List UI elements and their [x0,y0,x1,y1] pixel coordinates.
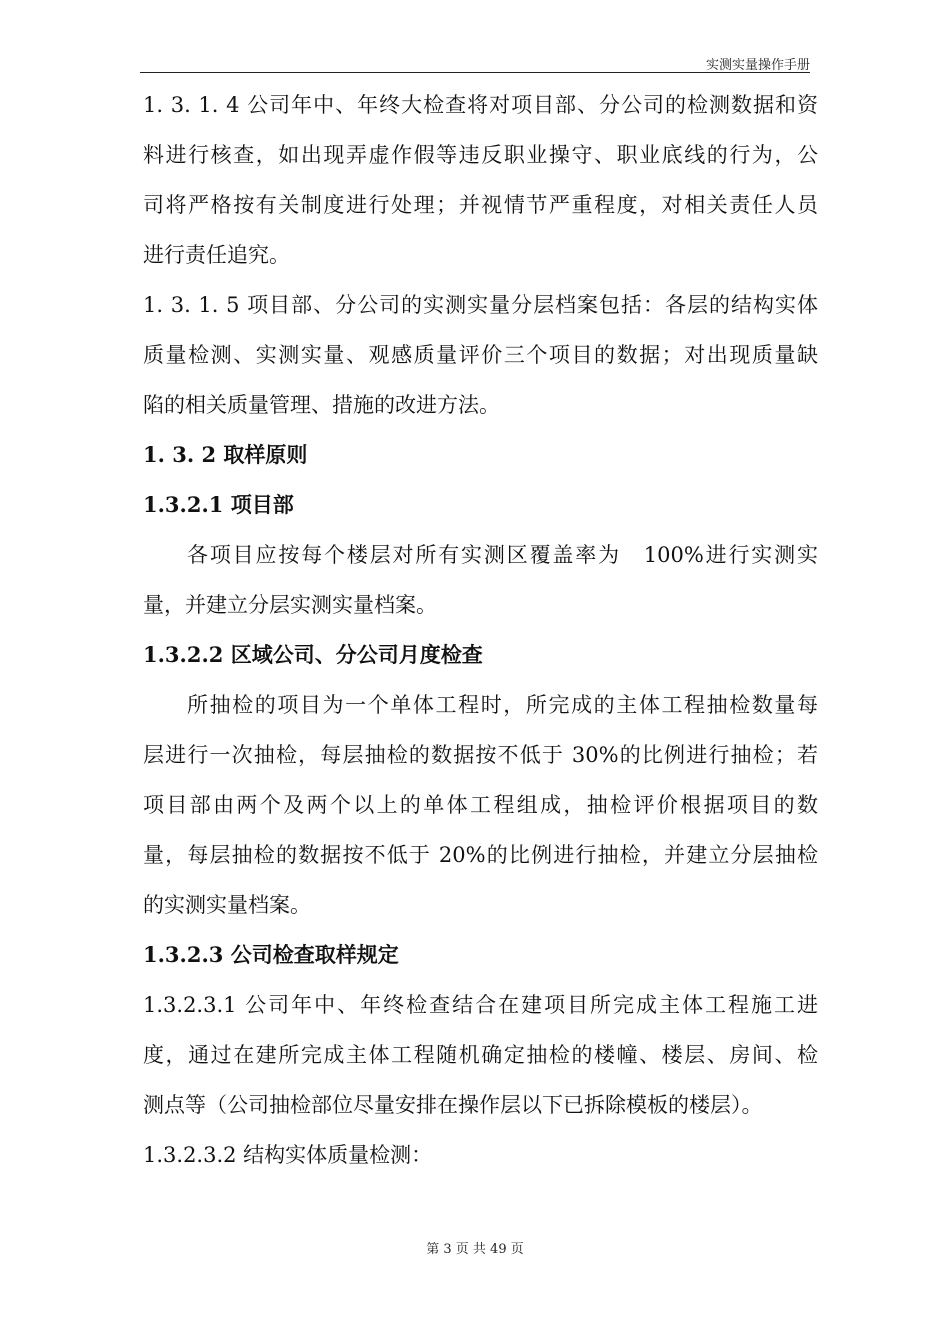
paragraph-line: 度，通过在建所完成主体工程随机确定抽检的楼幢、楼层、房间、检 [143,1043,818,1067]
subsection-heading: 1.3.2.1 项目部 [143,492,294,517]
subsection-heading: 1.3.2.2 区域公司、分公司月度检查 [143,642,483,667]
paragraph-line: 1. 3. 1. 5 项目部、分公司的实测实量分层档案包括：各层的结构实体 [143,293,818,317]
paragraph-line: 1.3.2.3.2 结构实体质量检测： [143,1143,433,1167]
paragraph-line: 1. 3. 1. 4 公司年中、年终大检查将对项目部、分公司的检测数据和资 [143,93,818,117]
paragraph-line: 项目部由两个及两个以上的单体工程组成，抽检评价根据项目的数 [143,793,818,817]
paragraph-line: 各项目应按每个楼层对所有实测区覆盖率为 100%进行实测实 [187,543,818,567]
paragraph-line: 陷的相关质量管理、措施的改进方法。 [143,393,500,417]
paragraph-line: 质量检测、实测实量、观感质量评价三个项目的数据；对出现质量缺 [143,343,818,367]
paragraph-line: 进行责任追究。 [143,243,290,267]
paragraph-line: 测点等（公司抽检部位尽量安排在操作层以下已拆除模板的楼层）。 [143,1093,763,1117]
paragraph-line: 量，并建立分层实测实量档案。 [143,593,437,617]
section-heading: 1. 3. 2 取样原则 [143,442,308,467]
paragraph-line: 1.3.2.3.1 公司年中、年终检查结合在建项目所完成主体工程施工进 [143,993,818,1017]
header-rule [140,72,810,73]
subsection-heading: 1.3.2.3 公司检查取样规定 [143,942,399,967]
paragraph-line: 所抽检的项目为一个单体工程时，所完成的主体工程抽检数量每 [187,693,818,717]
paragraph-line: 司将严格按有关制度进行处理；并视情节严重程度，对相关责任人员 [143,193,818,217]
page-footer: 第 3 页 共 49 页 [426,1242,524,1257]
paragraph-line: 量，每层抽检的数据按不低于 20%的比例进行抽检，并建立分层抽检 [143,843,818,867]
paragraph-line: 料进行核查，如出现弄虚作假等违反职业操守、职业底线的行为，公 [143,143,818,167]
header-title: 实测实量操作手册 [705,58,810,73]
paragraph-line: 层进行一次抽检，每层抽检的数据按不低于 30%的比例进行抽检；若 [143,743,818,767]
document-body [143,80,818,1180]
paragraph-line: 的实测实量档案。 [143,893,311,917]
